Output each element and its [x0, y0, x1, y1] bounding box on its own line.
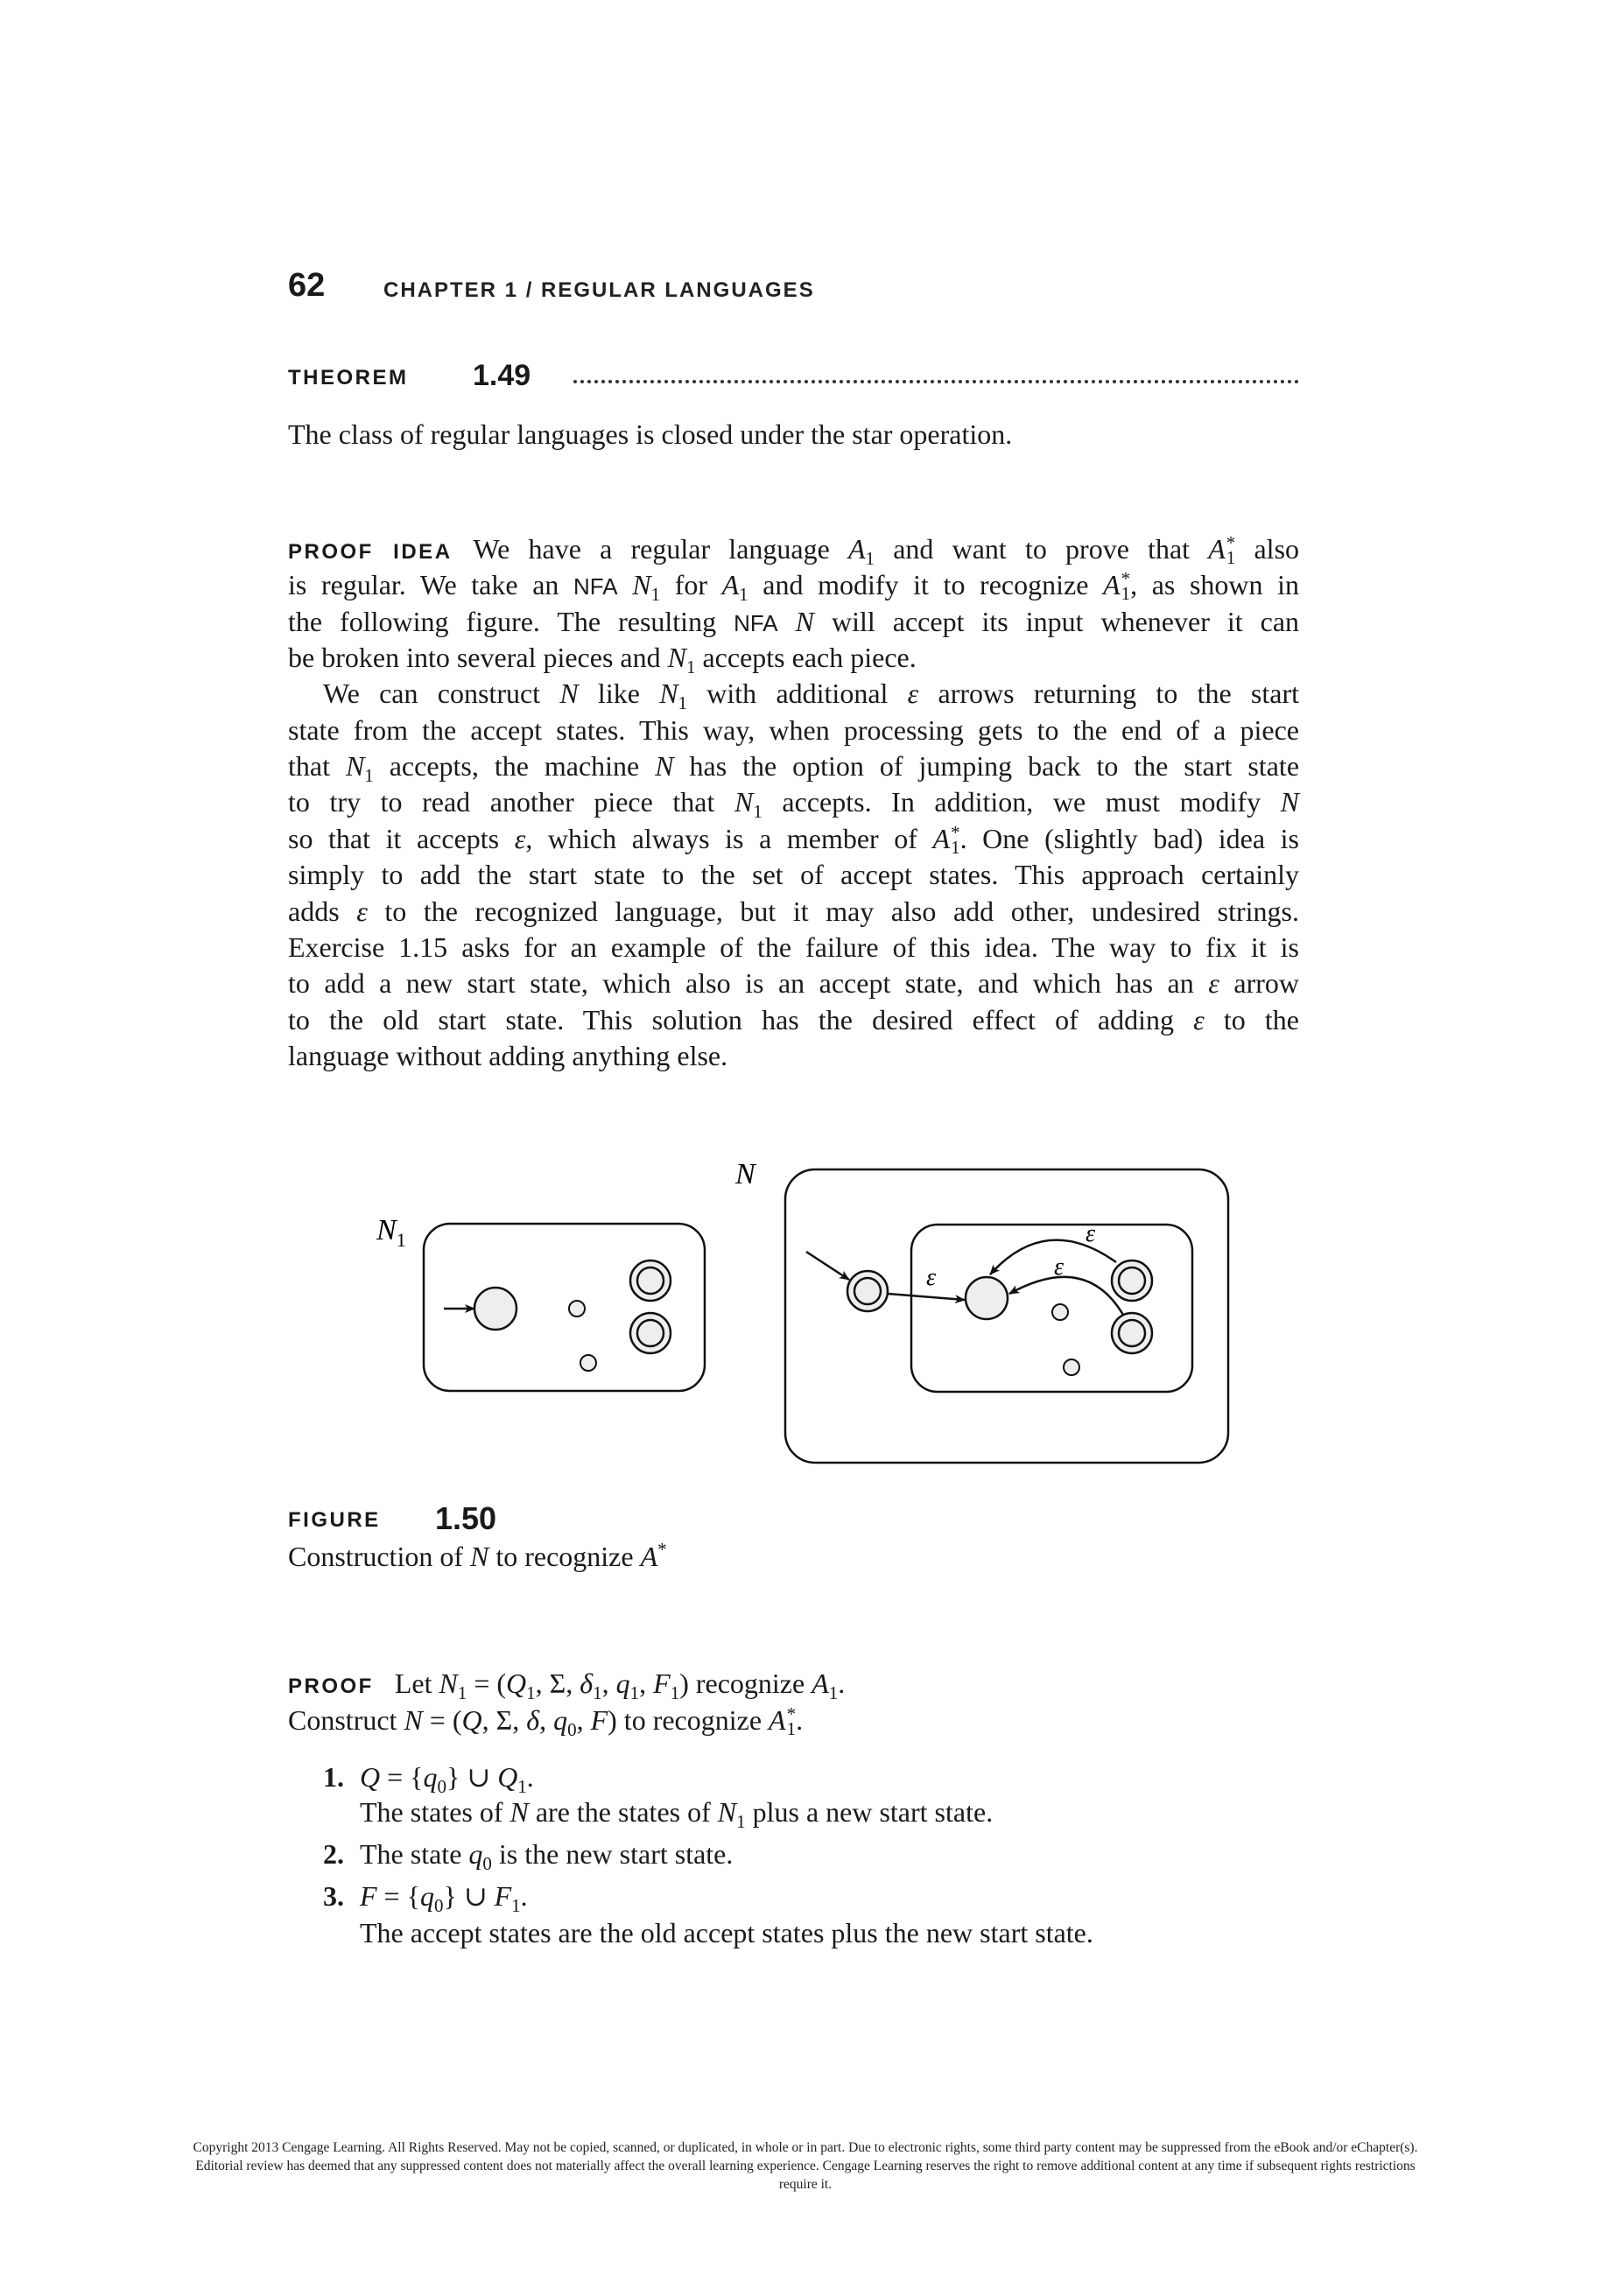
text-line	[360, 1914, 1299, 1951]
text-run: also	[1235, 533, 1300, 565]
text-run: accepts each piece.	[695, 642, 917, 674]
text-run: ε	[1193, 1003, 1205, 1036]
text-run: A	[847, 533, 866, 565]
text-run: * 1	[951, 821, 960, 858]
old-start-state	[966, 1277, 1008, 1319]
text-run: δ	[580, 1668, 594, 1699]
text-run: = {	[380, 1761, 424, 1793]
text-run: .	[838, 1668, 846, 1699]
text-run: , as shown in	[1130, 569, 1300, 601]
text-run: to the recognized language, but it may also add other, undesired strings.	[367, 895, 1300, 927]
text-run: A	[769, 1704, 786, 1736]
text-run: is regular. We take an	[288, 569, 574, 601]
text-run: Q	[360, 1761, 381, 1793]
text-run: N	[655, 750, 674, 783]
text-run: A	[640, 1541, 658, 1572]
text-run: * 1	[1121, 568, 1131, 605]
figure-number: 1.50	[435, 1500, 497, 1536]
text-run: that	[288, 750, 346, 783]
text-run: plus a new start state.	[745, 1796, 994, 1828]
figure-caption	[288, 1538, 1299, 1575]
text-run: 1	[517, 1776, 527, 1797]
text-run: , Σ,	[535, 1668, 580, 1699]
text-run: * 1	[786, 1703, 797, 1739]
text-run: ) recognize	[679, 1668, 812, 1699]
text-run: to the old start state. This solution has the desired effect of adding	[288, 1003, 1194, 1036]
text-run: for	[660, 569, 722, 601]
text-line	[288, 1702, 1299, 1738]
text-run: are the states of	[528, 1796, 718, 1828]
copyright-footer: Copyright 2013 Cengage Learning. All Rights Reserved. May not be copied, scanned, or duplicated, in whole or in part. Due to electronic rights, some third party content may be suppressed from the eBook and/or eChapter(s). Editorial review has deemed that any suppressed content does not materially affect the overall learning experience. Cengage Learning reserves the right to remove additional content at any time if subsequent rights restrictions require it.	[193, 2140, 1418, 2192]
state	[580, 1355, 596, 1371]
text-run: We have a regular language	[473, 533, 848, 565]
page-number: 62	[288, 267, 326, 304]
text-run: N	[659, 678, 678, 710]
n1-machine-box	[424, 1224, 705, 1391]
state	[1052, 1304, 1068, 1320]
text-run: has the option of jumping back to the start state	[673, 750, 1300, 783]
text-run: 0	[437, 1776, 447, 1797]
text-run: ,	[539, 1704, 554, 1736]
text-run: N	[509, 1796, 529, 1828]
text-run: 1	[685, 657, 696, 678]
text-run: = {	[376, 1880, 420, 1912]
text-run: 0	[433, 1895, 444, 1916]
text-run: arrow	[1219, 967, 1300, 1000]
text-run: F	[360, 1880, 377, 1912]
text-line	[360, 1759, 1299, 1795]
text-run: 1	[753, 801, 762, 823]
text-run: N	[345, 750, 365, 783]
text-run: *	[657, 1539, 667, 1560]
text-run: N	[717, 1796, 737, 1828]
text-line	[360, 1794, 1299, 1830]
n1-label: $N_1$	[376, 1214, 406, 1251]
text-run: be broken into several pieces and	[288, 642, 668, 674]
text-run: N	[469, 1541, 489, 1572]
text-run: ε	[1208, 967, 1219, 1000]
state	[569, 1301, 585, 1317]
text-run: 1	[457, 1682, 467, 1703]
text-run: N	[734, 786, 754, 818]
text-run: 0	[482, 1853, 492, 1874]
text-run: to add a new start state, which also is an accept state, and which has an	[288, 967, 1209, 1000]
text-run: to try to read another piece that	[288, 786, 734, 818]
text-run: ) to recognize	[608, 1704, 769, 1736]
text-run: q	[468, 1838, 483, 1870]
text-run: 1	[736, 1811, 746, 1832]
text-run: F	[590, 1704, 608, 1736]
text-run: Construction of	[288, 1541, 470, 1572]
text-run: q	[615, 1668, 630, 1699]
text-run: like	[578, 678, 660, 710]
text-run: F	[653, 1668, 671, 1699]
text-run: 1	[650, 584, 661, 606]
text-run: accepts, the machine	[373, 750, 656, 783]
text-run: Q	[461, 1704, 482, 1736]
text-run: Construct	[288, 1704, 404, 1736]
section-label: PROOF IDEA	[288, 540, 453, 564]
text-run: 1	[678, 692, 688, 714]
text-run: Q	[506, 1668, 527, 1699]
text-run: A	[932, 822, 951, 854]
accept-state	[1112, 1313, 1152, 1353]
text-run: and want to prove that	[875, 533, 1209, 565]
theorem-statement: The class of regular languages is closed under the star operation.	[288, 418, 1013, 450]
text-run: ε	[514, 822, 526, 854]
text-run: A	[721, 569, 740, 601]
text-run: with additional	[687, 678, 908, 710]
text-run: to recognize	[488, 1541, 641, 1572]
text-run: 1	[865, 548, 875, 569]
text-run: 1	[739, 584, 748, 606]
text-run: A	[1103, 569, 1121, 601]
text-run: 1	[629, 1682, 640, 1703]
text-run: δ	[526, 1704, 540, 1736]
text-run: state from the accept states. This way, when processing gets to the end of a piece	[288, 713, 1299, 746]
text-run: is the new start state.	[491, 1838, 734, 1870]
text-run: Q	[497, 1761, 518, 1793]
list-number: 2.	[323, 1838, 344, 1870]
text-line	[288, 1665, 1299, 1702]
text-run: A	[1208, 533, 1226, 565]
text-run: 1	[364, 765, 374, 787]
accept-state	[630, 1260, 671, 1301]
text-run: . One (slightly bad) idea is	[959, 822, 1300, 854]
text-run: ,	[576, 1704, 591, 1736]
text-run: to the	[1204, 1003, 1300, 1036]
text-run: will accept its input whenever it can	[814, 605, 1300, 637]
n-label: N	[735, 1158, 755, 1190]
section-label: PROOF	[288, 1675, 374, 1698]
new-start-arrow	[806, 1252, 849, 1280]
epsilon-label: ε	[1086, 1220, 1096, 1247]
theorem-number: 1.49	[473, 359, 531, 392]
text-run: The accept states are the old accept states plus the new start state.	[360, 1917, 1093, 1948]
text-run: ε	[356, 895, 368, 927]
text-run: N	[667, 642, 686, 674]
text-run: Exercise 1.15 asks for an example of the failure of this idea. The way to fix it is	[288, 930, 1299, 963]
text-run: accepts. In addition, we must modify	[762, 786, 1281, 818]
text-run: N	[632, 569, 651, 601]
text-run: N	[559, 678, 579, 710]
text-run: NFA	[573, 573, 618, 600]
text-run: N	[795, 605, 814, 637]
text-run: the following figure. The resulting	[288, 605, 734, 637]
text-run: q	[553, 1704, 568, 1736]
text-line	[360, 1878, 1299, 1914]
text-run: 1	[511, 1895, 521, 1916]
list-number: 3.	[323, 1880, 344, 1912]
theorem-label: THEOREM	[288, 366, 409, 390]
text-run: 1	[670, 1682, 680, 1703]
text-run: ε	[907, 678, 919, 710]
text-run: , Σ,	[481, 1704, 527, 1736]
text-run: We can construct	[323, 678, 560, 710]
text-run: , which always is a member of	[525, 822, 933, 854]
epsilon-arrow-to-old-start	[888, 1294, 965, 1300]
accept-state	[1112, 1260, 1152, 1301]
text-run: ,	[639, 1668, 654, 1699]
text-run: ,	[601, 1668, 616, 1699]
text-run: q	[423, 1761, 438, 1793]
text-run: N	[439, 1668, 458, 1699]
epsilon-return-arrow	[990, 1240, 1116, 1274]
new-start-accept-state	[847, 1271, 888, 1311]
text-run: so that it accepts	[288, 822, 515, 854]
text-run: 0	[567, 1719, 577, 1740]
text-run: N	[404, 1704, 423, 1736]
text-run: q	[419, 1880, 434, 1912]
text-run: language without adding anything else.	[288, 1039, 728, 1071]
n1-inner-box	[911, 1225, 1192, 1392]
text-run: 1	[593, 1682, 602, 1703]
state	[1064, 1359, 1079, 1375]
text-run: adds	[288, 895, 357, 927]
text-run: } ∪	[446, 1761, 498, 1793]
text-run: The states of	[360, 1796, 510, 1828]
text-run: F	[494, 1880, 512, 1912]
text-run: Let	[394, 1668, 439, 1699]
text-run: The state	[360, 1838, 469, 1870]
text-run: = (	[467, 1668, 507, 1699]
text-run: NFA	[734, 609, 778, 636]
epsilon-label: ε	[1054, 1253, 1064, 1281]
text-run: .	[526, 1761, 534, 1793]
text-run: arrows returning to the start	[918, 678, 1300, 710]
text-run: N	[1280, 786, 1299, 818]
text-run: = (	[422, 1704, 462, 1736]
text-line	[360, 1836, 1299, 1872]
running-header: CHAPTER 1 / REGULAR LANGUAGES	[383, 278, 815, 302]
text-run: .	[796, 1704, 804, 1736]
text-run: A	[812, 1668, 829, 1699]
text-run: * 1	[1226, 532, 1236, 568]
start-state	[474, 1288, 516, 1330]
accept-state	[630, 1313, 671, 1353]
figure-label: FIGURE	[288, 1508, 381, 1532]
text-run: 1	[526, 1682, 536, 1703]
text-run: and modify it to recognize	[748, 569, 1104, 601]
text-run: simply to add the start state to the set of accept states. This approach certainly	[288, 859, 1299, 891]
text-run: } ∪	[443, 1880, 495, 1912]
n-machine-box	[785, 1169, 1228, 1463]
list-number: 1.	[323, 1761, 344, 1793]
text-run: .	[520, 1880, 528, 1912]
text-run: 1	[828, 1682, 839, 1703]
epsilon-label: ε	[926, 1264, 937, 1291]
